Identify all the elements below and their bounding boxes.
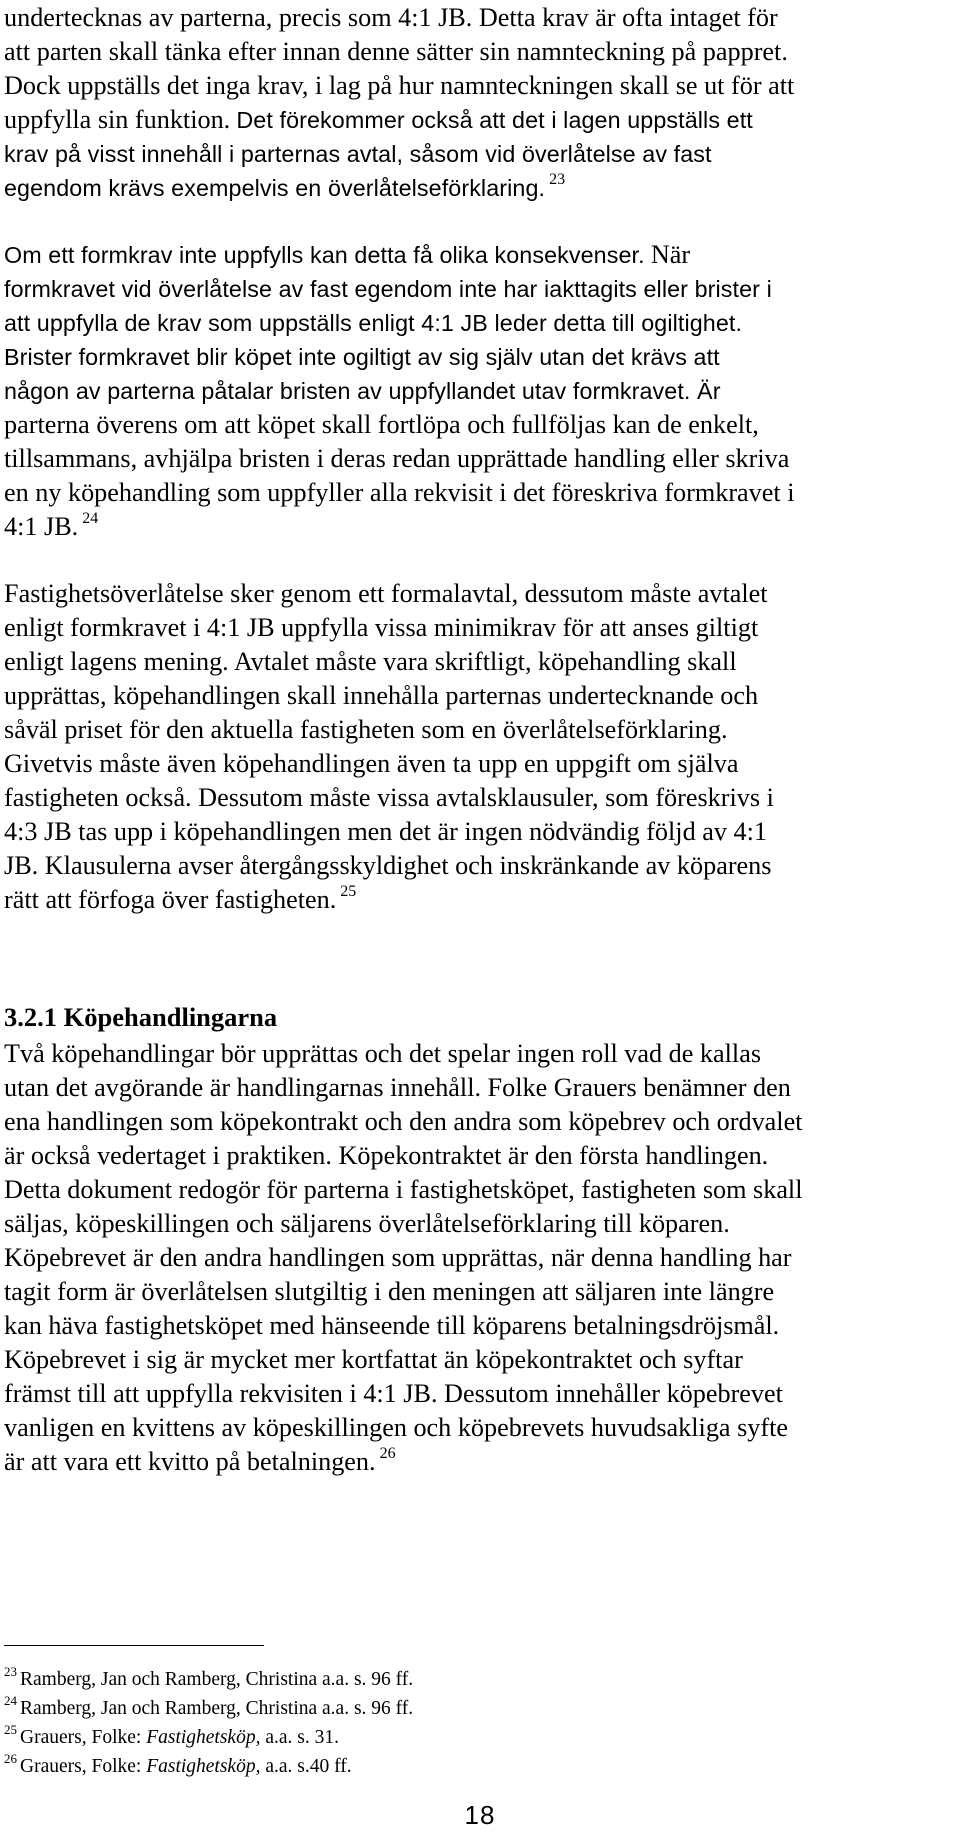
text-line-mixed (4, 512, 98, 546)
footnote-title: Fastighetsköp, (146, 1727, 261, 1748)
page-number: 18 (464, 1800, 496, 1830)
text-line: Köpebrevet är den andra handlingen som upprättas, när denna handling har (4, 1243, 792, 1272)
footnote-ref[interactable]: 24 (82, 510, 99, 527)
text-line: någon av parterna påtalar bristen av uppfyllandet utav formkravet. Är (4, 378, 721, 404)
text-line: fastigheten också. Dessutom måste vissa avtalsklausuler, som föreskrivs i (4, 783, 774, 812)
text-span: egendom krävs exempelvis en överlåtelseförklaring. (4, 175, 546, 201)
footnote-number: 26 (4, 1751, 17, 1766)
text-line: parterna överens om att köpet skall fortlöpa och fullföljas kan de enkelt, (4, 410, 759, 439)
footnote-25 (4, 1722, 339, 1751)
footnote-divider (4, 1645, 264, 1646)
text-line-mixed (4, 240, 690, 271)
text-line: att uppfylla de krav som uppställs enligt 4:1 JB leder detta till ogiltighet. (4, 310, 743, 336)
footnote-ref[interactable]: 23 (549, 171, 566, 188)
text-line: säljas, köpeskillingen och säljarens överlåtelseförklaring till köparen. (4, 1209, 730, 1238)
text-line-mixed (4, 173, 565, 207)
text-line: Dock uppställs det inga krav, i lag på hur namnteckningen skall se ut för att (4, 71, 795, 100)
footnote-number: 24 (4, 1693, 17, 1708)
text-line: enligt formkravet i 4:1 JB uppfylla vissa minimikrav för att anses giltigt (4, 613, 759, 642)
text-line: såväl priset för den aktuella fastigheten som en överlåtelseförklaring. (4, 715, 728, 744)
text-line: tagit form är överlåtelsen slutgiltig i den meningen att säljaren inte längre (4, 1277, 775, 1306)
text-line: Givetvis måste även köpehandlingen även ta upp en uppgift om själva (4, 749, 739, 778)
text-line: en ny köpehandling som uppfyller alla rekvisit i det föreskriva formkravet i (4, 478, 795, 507)
text-line: främst till att uppfylla rekvisiten i 4:1 JB. Dessutom innehåller köpebrevet (4, 1379, 783, 1408)
text-line: formkravet vid överlåtelse av fast egendom inte har iakttagits eller brister i (4, 276, 772, 302)
footnote-text-pre: Grauers, Folke: (20, 1727, 147, 1748)
footnote-26 (4, 1751, 352, 1780)
text-line: vanligen en kvittens av köpeskillingen och köpebrevets huvudsakliga syfte (4, 1413, 788, 1442)
text-line: tillsammans, avhjälpa bristen i deras redan upprättade handling eller skriva (4, 444, 790, 473)
text-line: är också vedertaget i praktiken. Köpekontraktet är den första handlingen. (4, 1141, 769, 1170)
footnote-number: 23 (4, 1664, 17, 1679)
text-line: att parten skall tänka efter innan denne sätter sin namnteckning på pappret. (4, 37, 788, 66)
text-line: Två köpehandlingar bör upprättas och det spelar ingen roll vad de kallas (4, 1039, 762, 1068)
text-line: kan häva fastighetsköpet med hänseende till köparens betalningsdröjsmål. (4, 1311, 780, 1340)
text-span: Om ett formkrav inte uppfylls kan detta få olika konsekvenser. (4, 242, 645, 268)
text-span: är att vara ett kvitto på betalningen. (4, 1447, 376, 1476)
text-line: utan det avgörande är handlingarnas innehåll. Folke Grauers benämner den (4, 1073, 791, 1102)
text-line: Brister formkravet blir köpet inte ogiltigt av sig själv utan det krävs att (4, 344, 720, 370)
footnote-ref[interactable]: 25 (340, 883, 357, 900)
footnote-23 (4, 1664, 414, 1693)
footnote-number: 25 (4, 1722, 17, 1737)
footnote-text: Ramberg, Jan och Ramberg, Christina a.a. s. 96 ff. (20, 1698, 414, 1719)
text-line-mixed (4, 885, 356, 919)
footnote-text-post: a.a. s.40 ff. (260, 1756, 352, 1777)
text-span: När (650, 240, 691, 269)
text-line: upprättas, köpehandlingen skall innehålla parternas undertecknande och (4, 681, 759, 710)
text-line: JB. Klausulerna avser återgångsskyldighet och inskränkande av köparens (4, 851, 772, 880)
section-heading: 3.2.1 Köpehandlingarna (4, 1002, 278, 1032)
footnote-text-pre: Grauers, Folke: (20, 1756, 147, 1777)
footnote-ref[interactable]: 26 (379, 1445, 396, 1462)
text-line: krav på visst innehåll i parternas avtal, såsom vid överlåtelse av fast (4, 141, 712, 167)
text-span: Det förekommer också att det i lagen uppställs ett (236, 107, 753, 133)
text-line: Fastighetsöverlåtelse sker genom ett formalavtal, dessutom måste avtalet (4, 579, 768, 608)
text-span: rätt att förfoga över fastigheten. (4, 885, 337, 914)
text-span: 4:1 JB. (4, 512, 79, 541)
footnote-title: Fastighetsköp, (146, 1756, 261, 1777)
text-line-mixed (4, 1447, 396, 1481)
text-line: ena handlingen som köpekontrakt och den andra som köpebrev och ordvalet (4, 1107, 803, 1136)
text-line: Köpebrevet i sig är mycket mer kortfattat än köpekontraktet och syftar (4, 1345, 743, 1374)
text-line: undertecknas av parterna, precis som 4:1 JB. Detta krav är ofta intaget för (4, 3, 778, 32)
footnote-text-post: a.a. s. 31. (260, 1727, 339, 1748)
text-line: enligt lagens mening. Avtalet måste vara skriftligt, köpehandling skall (4, 647, 737, 676)
footnote-text: Ramberg, Jan och Ramberg, Christina a.a. s. 96 ff. (20, 1669, 414, 1690)
text-line: Detta dokument redogör för parterna i fastighetsköpet, fastigheten som skall (4, 1175, 803, 1204)
text-line-mixed (4, 105, 753, 136)
text-line: 4:3 JB tas upp i köpehandlingen men det är ingen nödvändig följd av 4:1 (4, 817, 767, 846)
footnote-24 (4, 1693, 414, 1722)
text-span: uppfylla sin funktion. (4, 105, 231, 134)
